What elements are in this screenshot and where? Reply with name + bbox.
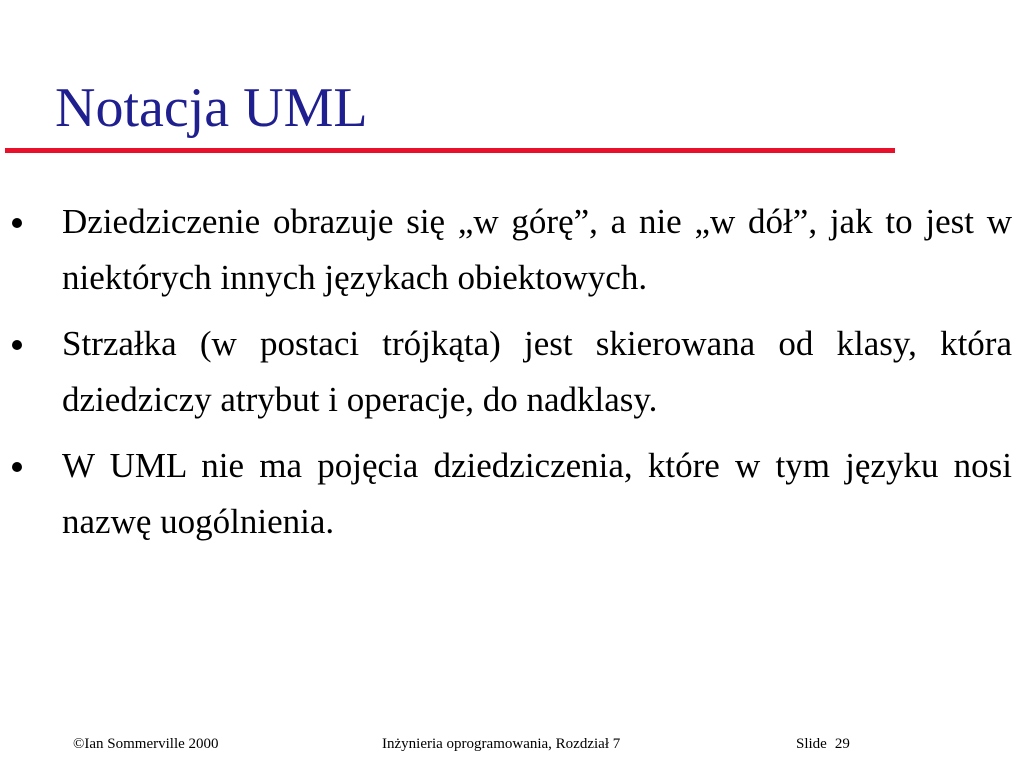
- footer-copyright: ©Ian Sommerville 2000: [73, 736, 219, 752]
- bullet-text: W UML nie ma pojęcia dziedziczenia, które w tym języku nosi nazwę uogólnienia.: [62, 446, 1012, 541]
- bullet-dot-icon: [12, 218, 22, 228]
- bullet-text: Dziedziczenie obrazuje się „w górę”, a nie „w dół”, jak to jest w niektórych innych językach obiektowych.: [62, 202, 1012, 297]
- title-underline: [5, 148, 895, 153]
- slide-title: Notacja UML: [55, 77, 368, 139]
- footer-slide-number: [796, 737, 850, 752]
- bullet-dot-icon: [12, 340, 22, 350]
- footer-course-title: Inżynieria oprogramowania, Rozdział 7: [382, 736, 621, 752]
- bullet-dot-icon: [12, 462, 22, 472]
- bullet-item: [12, 316, 1012, 428]
- slide-number: 29: [834, 736, 850, 752]
- bullet-text: Strzałka (w postaci trójkąta) jest skierowana od klasy, która dziedziczy atrybut i operacje, do nadklasy.: [62, 324, 1012, 419]
- slide-label: Slide: [796, 736, 827, 752]
- bullet-item: [12, 194, 1012, 306]
- bullet-item: [12, 438, 1012, 550]
- bullet-list: [12, 194, 1012, 560]
